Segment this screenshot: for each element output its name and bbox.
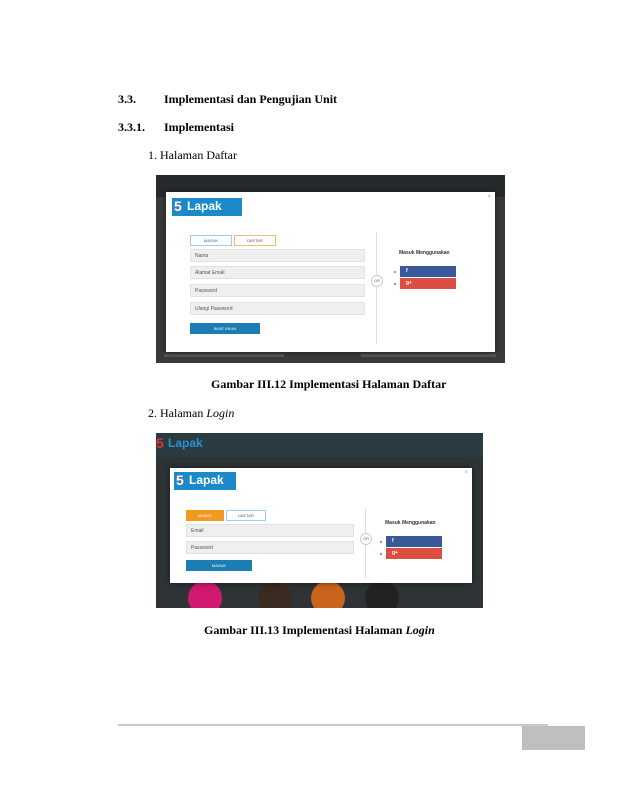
bullet [380, 541, 382, 543]
divider [376, 232, 377, 344]
logo-text: Lapak [187, 199, 222, 213]
login-button[interactable]: MASUK [186, 560, 252, 571]
logo-mark-icon: 5 [174, 198, 182, 214]
figure-caption-2 [204, 623, 435, 638]
close-icon[interactable]: × [464, 470, 468, 476]
bullet [394, 271, 396, 273]
confirm-password-field[interactable]: Ulangi Password [190, 302, 365, 315]
list-title-italic: Login [206, 406, 235, 420]
login-modal [170, 468, 472, 583]
footer-rule [118, 724, 548, 726]
caption-italic: Login [405, 623, 435, 637]
email-field[interactable]: Alamat Email [190, 266, 365, 279]
figure-register-screenshot [156, 175, 505, 363]
page-number-box [522, 726, 585, 750]
figure-login-screenshot [156, 433, 483, 608]
logo-text: Lapak [189, 473, 224, 487]
figure-caption-1: Gambar III.12 Implementasi Halaman Daftar [211, 377, 447, 391]
google-button[interactable] [400, 278, 456, 289]
caption-text: Gambar III.13 Implementasi Halaman [204, 623, 406, 637]
create-account-button[interactable]: BUAT AKUN [190, 323, 260, 334]
lapak-logo [174, 472, 236, 490]
header-logo [156, 435, 203, 453]
category-circle [311, 581, 345, 608]
bullet [380, 553, 382, 555]
footer-text [361, 354, 496, 357]
tab-daftar[interactable]: DAFTAR [226, 510, 266, 521]
password-field[interactable]: Password [186, 541, 354, 554]
subsection-number: 3.3.1. [118, 120, 145, 134]
category-circle [188, 581, 222, 608]
logo-text: Lapak [168, 436, 203, 450]
list-number: 2. [148, 406, 157, 420]
or-badge: OR [360, 533, 372, 545]
list-title: Halaman [160, 406, 207, 420]
list-title: Halaman Daftar [160, 148, 237, 162]
facebook-button[interactable] [400, 266, 456, 277]
google-plus-icon: g+ [392, 550, 398, 556]
section-number: 3.3. [118, 92, 136, 106]
name-field[interactable]: Nama [190, 249, 365, 262]
tab-masuk[interactable]: MASUK [186, 510, 224, 521]
google-button[interactable] [386, 548, 442, 559]
facebook-icon: f [406, 268, 408, 274]
tab-daftar[interactable]: DAFTAR [234, 235, 276, 246]
subsection-title: Implementasi [164, 120, 234, 134]
lapak-logo [172, 198, 242, 216]
logo-mark-icon: 5 [176, 472, 184, 488]
logo-mark-icon: 5 [156, 435, 164, 451]
register-modal [166, 192, 495, 352]
list-number: 1. [148, 148, 157, 162]
list-item [148, 148, 237, 163]
or-badge: OR [371, 275, 383, 287]
close-icon[interactable]: × [487, 194, 491, 200]
facebook-icon: f [392, 538, 394, 544]
google-plus-icon: g+ [406, 280, 412, 286]
footer-text [164, 354, 284, 357]
category-circle [258, 581, 292, 608]
password-field[interactable]: Password [190, 284, 365, 297]
tab-masuk[interactable]: MASUK [190, 235, 232, 246]
bullet [394, 283, 396, 285]
email-field[interactable]: Email [186, 524, 354, 537]
list-item [148, 406, 234, 421]
facebook-button[interactable] [386, 536, 442, 547]
social-login-title: Masuk Menggunakan [385, 520, 436, 526]
social-login-title: Masuk Menggunakan [399, 250, 450, 256]
app-topbar [156, 433, 483, 457]
section-title: Implementasi dan Pengujian Unit [164, 92, 338, 106]
category-circle [365, 581, 399, 608]
